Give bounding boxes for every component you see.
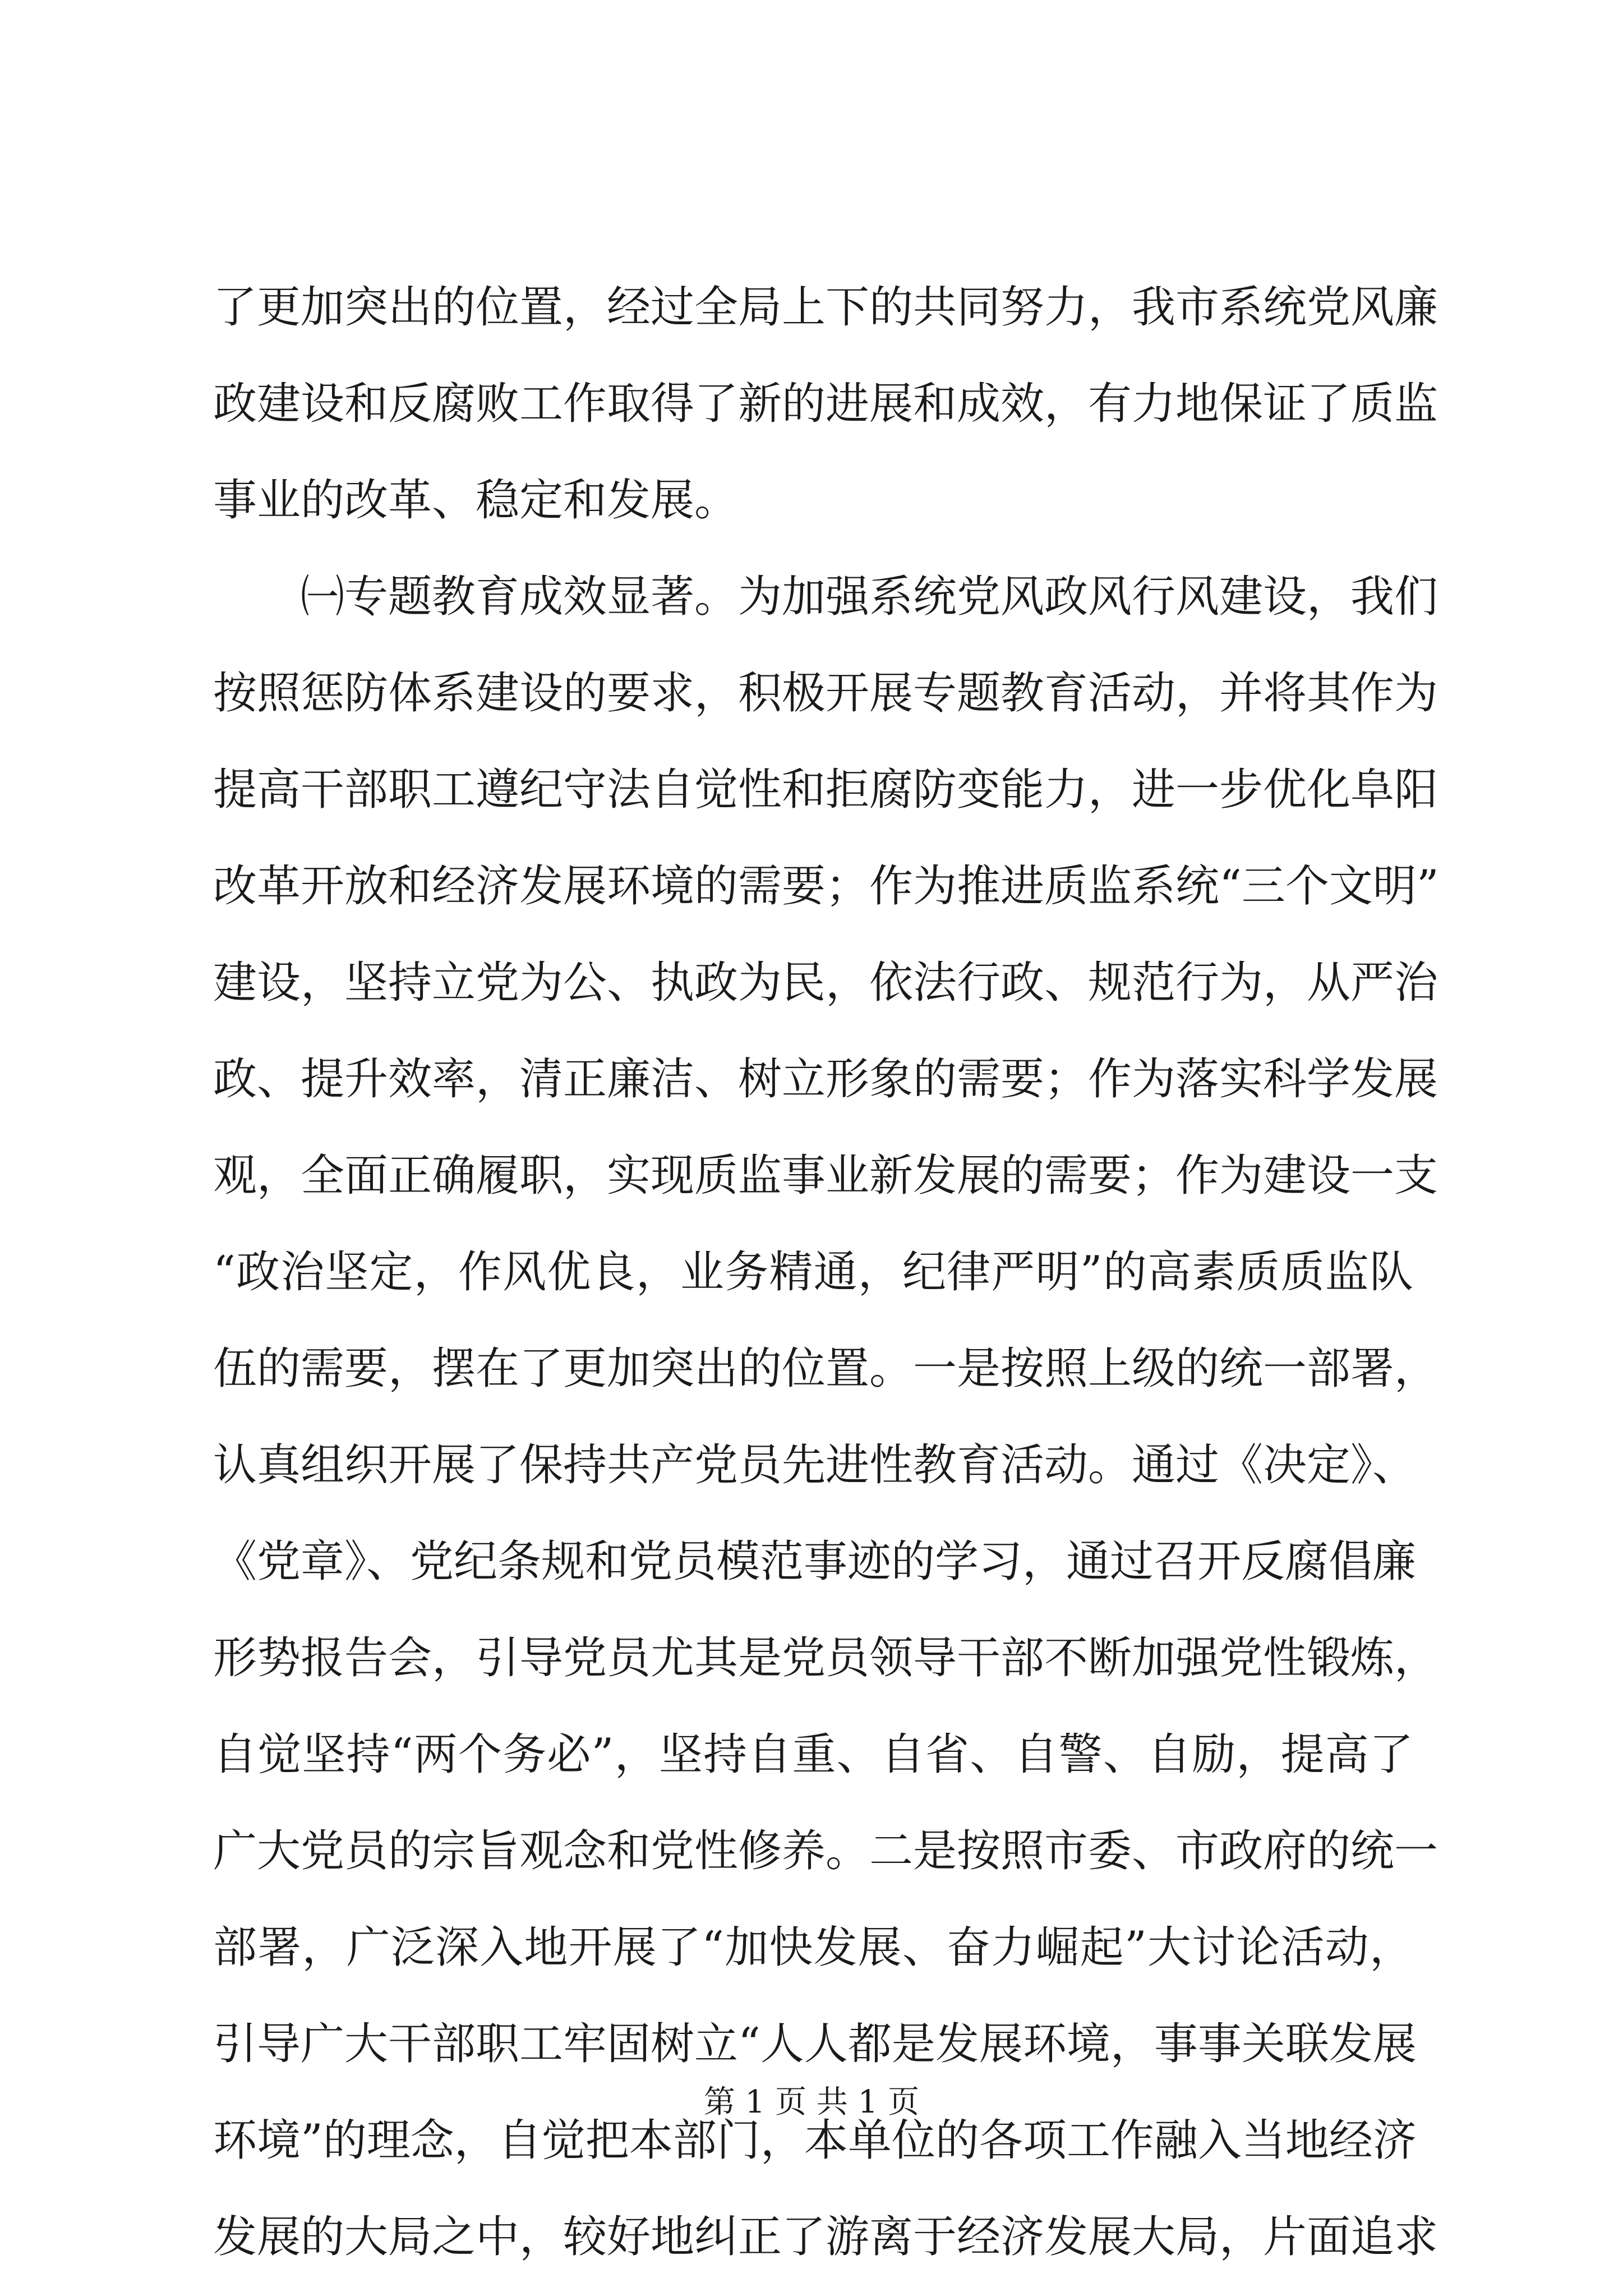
text-line: 认真组织开展了保持共产党员先进性教育活动。通过《决定》、	[213, 1440, 1417, 1490]
text-line: 观，全面正确履职，实现质监事业新发展的需要；作为建设一支	[213, 1151, 1438, 1201]
text-line: “政治坚定，作风优良，业务精通，纪律严明”的高素质质监队	[213, 1247, 1413, 1297]
page-number: 第 1 页 共 1 页	[703, 2084, 920, 2120]
text-line: 了更加突出的位置，经过全局上下的共同努力，我市系统党风廉	[213, 282, 1438, 333]
text-line: 改革开放和经济发展环境的需要；作为推进质监系统“三个文明”	[213, 861, 1439, 912]
text-line: 引导广大干部职工牢固树立“人人都是发展环境，事事关联发展	[213, 2019, 1417, 2069]
page-footer	[0, 2080, 1623, 2125]
text-line: 建设，坚持立党为公、执政为民，依法行政、规范行为，从严治	[213, 958, 1438, 1008]
text-line: 按照惩防体系建设的要求，积极开展专题教育活动，并将其作为	[213, 668, 1438, 719]
text-line: 伍的需要，摆在了更加突出的位置。一是按照上级的统一部署，	[213, 1343, 1438, 1394]
text-line: 发展的大局之中，较好地纠正了游离于经济发展大局，片面追求	[213, 2212, 1438, 2262]
text-line: 自觉坚持“两个务必”，坚持自重、自省、自警、自励，提高了	[213, 1729, 1413, 1780]
text-line: 广大党员的宗旨观念和党性修养。二是按照市委、市政府的统一	[213, 1826, 1438, 1876]
document-body	[213, 259, 1439, 2285]
text-line: 环境”的理念，自觉把本部门，本单位的各项工作融入当地经济	[213, 2115, 1417, 2166]
text-line: 事业的改革、稳定和发展。	[213, 475, 739, 526]
text-line: ㈠专题教育成效显著。为加强系统党风政风行风建设，我们	[213, 572, 1438, 622]
text-line: 政建设和反腐败工作取得了新的进展和成效，有力地保证了质监	[213, 379, 1438, 429]
text-line: 《党章》、党纪条规和党员模范事迹的学习，通过召开反腐倡廉	[213, 1536, 1417, 1587]
text-line: 政、提升效率，清正廉洁、树立形象的需要；作为落实科学发展	[213, 1054, 1438, 1105]
text-line: 形势报告会，引导党员尤其是党员领导干部不断加强党性锻炼，	[213, 1633, 1438, 1683]
text-line: 提高干部职工遵纪守法自觉性和拒腐防变能力，进一步优化阜阳	[213, 765, 1438, 815]
text-line: 部署，广泛深入地开展了“加快发展、奋力崛起”大讨论活动，	[213, 1922, 1413, 1973]
